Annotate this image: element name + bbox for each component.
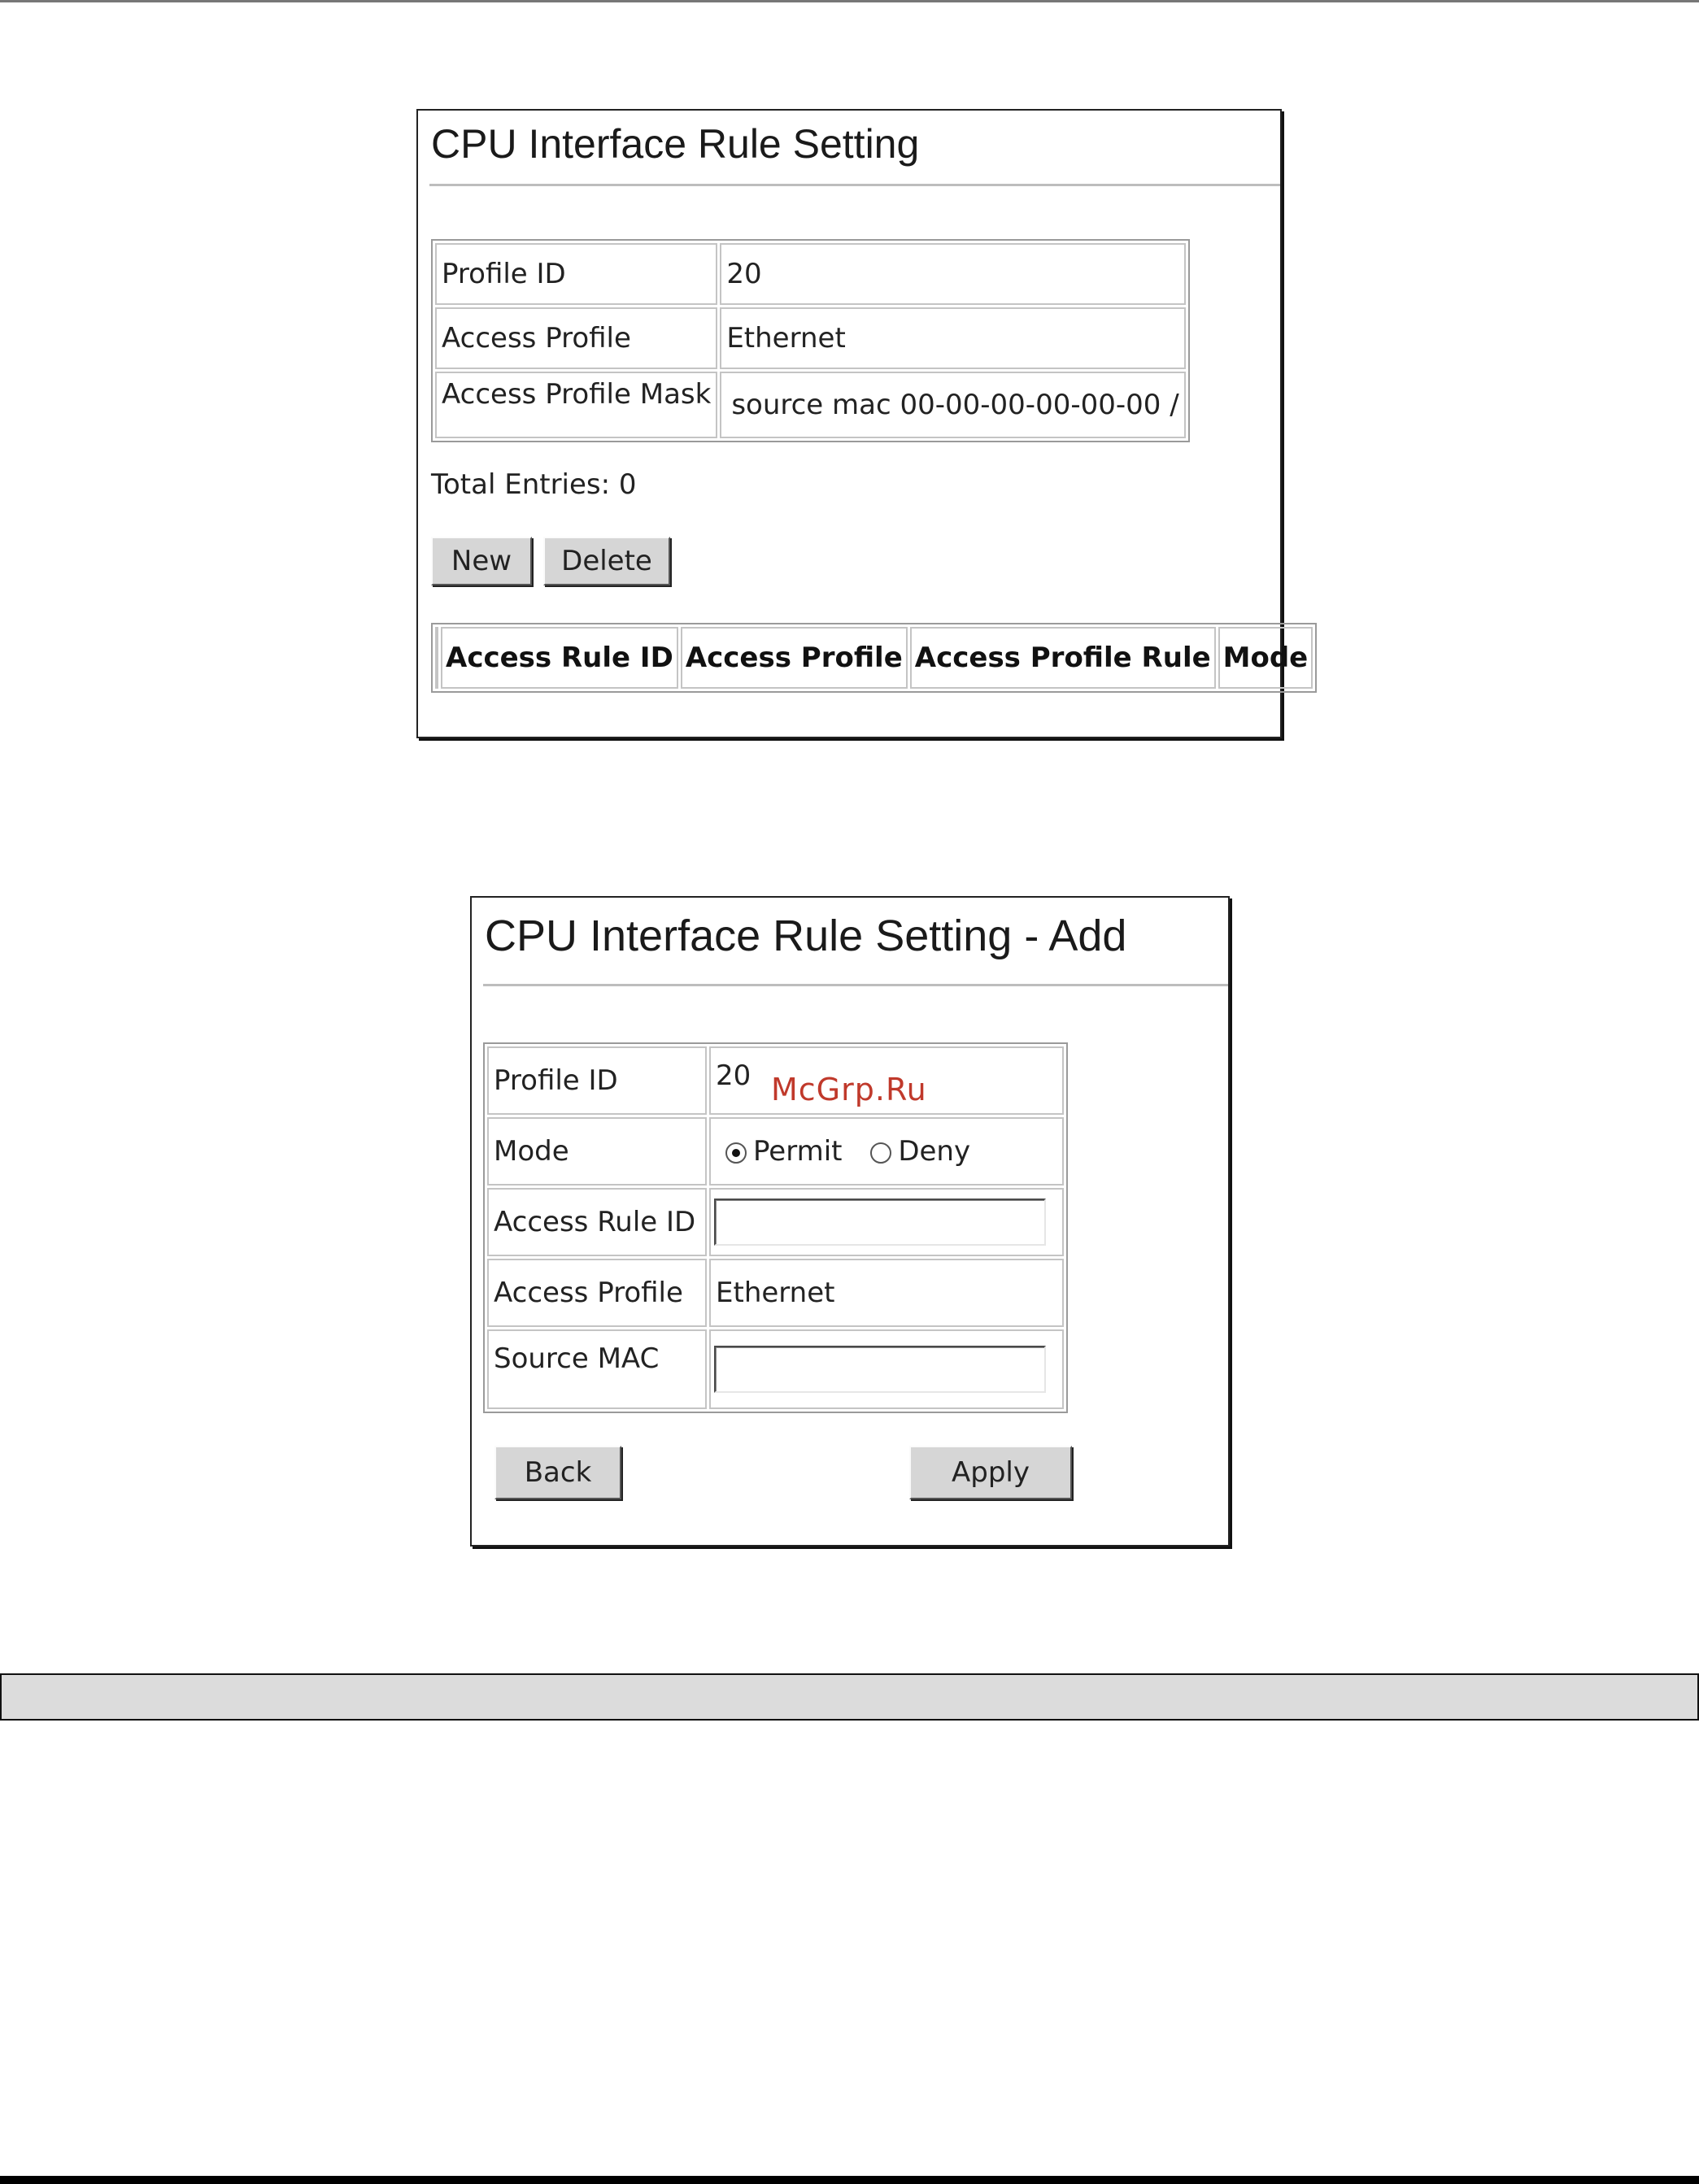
deny-radio-label[interactable]: Deny [898, 1135, 971, 1168]
access-rule-id-label: Access Rule ID [487, 1188, 707, 1256]
cpu-interface-rule-setting-add-panel [470, 896, 1230, 1547]
access-profile-label: Access Profile [487, 1259, 707, 1327]
title-divider [483, 984, 1228, 986]
cpu-interface-rule-setting-panel [416, 109, 1309, 738]
access-profile-label: Access Profile [435, 307, 717, 369]
apply-button[interactable]: Apply [909, 1446, 1072, 1499]
column-header-mode: Mode [1218, 627, 1313, 689]
total-entries: Total Entries: 0 [431, 468, 637, 501]
deny-radio[interactable] [870, 1142, 891, 1164]
access-profile-mask-label: Access Profile Mask [435, 372, 717, 438]
access-profile-value: Ethernet [720, 307, 1185, 369]
access-rule-table [431, 623, 1317, 693]
permit-radio-label[interactable]: Permit [753, 1135, 843, 1168]
bottom-rule [0, 2176, 1699, 2184]
watermark: McGrp.Ru [771, 1072, 927, 1107]
select-column-header [435, 627, 438, 689]
profile-id-value: 20 [720, 243, 1185, 305]
permit-radio[interactable] [725, 1142, 747, 1164]
section-header-bar [0, 1673, 1699, 1721]
page-title: CPU Interface Rule Setting - Add [485, 911, 1127, 960]
source-mac-input[interactable] [714, 1346, 1046, 1393]
new-button[interactable]: New [431, 537, 532, 585]
page-title: CPU Interface Rule Setting [431, 121, 920, 167]
table-row [487, 1188, 1064, 1256]
source-mac-cell [709, 1329, 1064, 1409]
column-header-access-rule-id: Access Rule ID [441, 627, 678, 689]
column-header-access-profile: Access Profile [681, 627, 908, 689]
table-row [435, 372, 1186, 438]
access-rule-id-input[interactable] [714, 1199, 1046, 1246]
source-mac-label: Source MAC [487, 1329, 707, 1409]
table-row [435, 243, 1186, 305]
table-header-row [435, 627, 1313, 689]
profile-id-label: Profile ID [435, 243, 717, 305]
mode-radio-group [709, 1117, 1064, 1186]
access-rule-id-cell [709, 1188, 1064, 1256]
access-profile-value: Ethernet [709, 1259, 1064, 1327]
table-row [487, 1259, 1064, 1327]
access-profile-mask-value: source mac 00-00-00-00-00-00 / [720, 372, 1185, 438]
back-button[interactable]: Back [494, 1446, 621, 1499]
column-header-access-profile-rule: Access Profile Rule [910, 627, 1216, 689]
table-row [435, 307, 1186, 369]
profile-id-value: 20 [709, 1046, 1064, 1115]
delete-button[interactable]: Delete [543, 537, 670, 585]
top-rule [0, 0, 1699, 2]
table-row [487, 1329, 1064, 1409]
mode-label: Mode [487, 1117, 707, 1186]
profile-id-label: Profile ID [487, 1046, 707, 1115]
profile-info-table [431, 239, 1190, 442]
title-divider [429, 184, 1280, 186]
table-row [487, 1117, 1064, 1186]
